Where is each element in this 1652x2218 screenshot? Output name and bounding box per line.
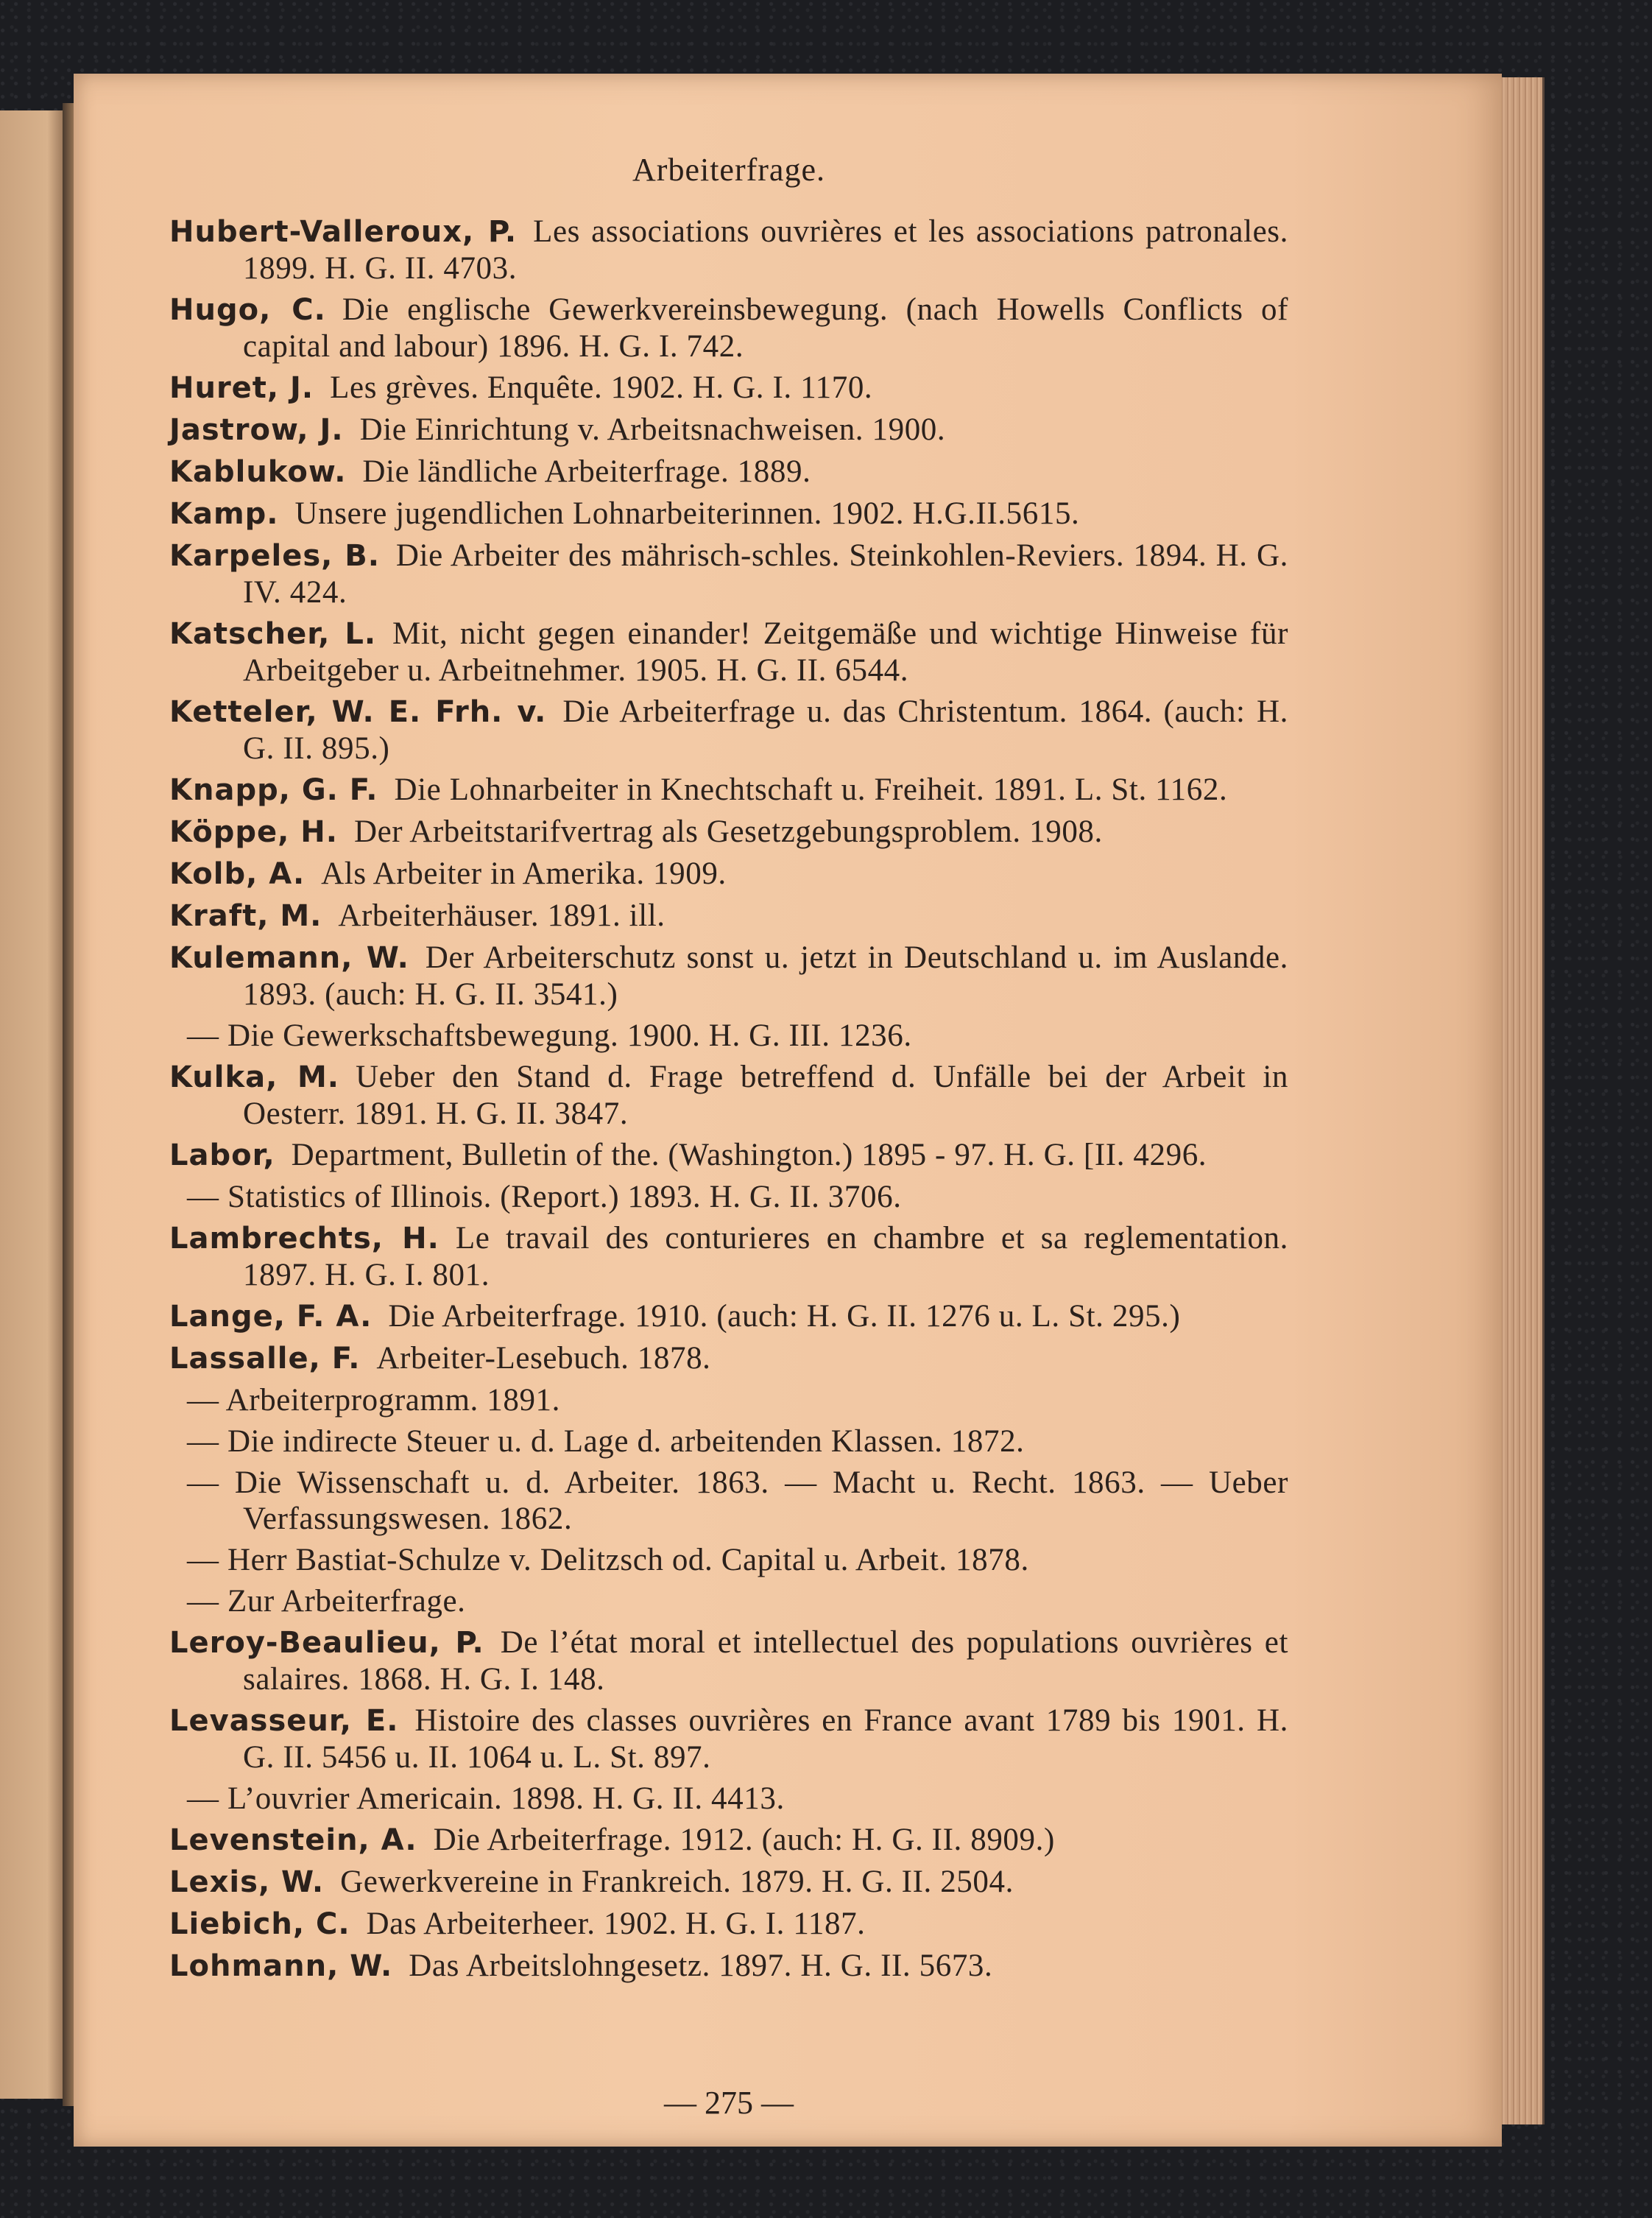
entry-text: Ueber den Stand d. Frage betreffend d. Unfälle bei der Arbeit in Oesterr. 1891. H. G. II. 3847. bbox=[243, 1060, 1288, 1131]
entry-author: Ketteler, W. E. Frh. v. bbox=[169, 695, 547, 729]
bibliography-entry bbox=[169, 898, 1288, 934]
entry-text: Die Arbeiterfrage. 1910. (auch: H. G. II. 1276 u. L. St. 295.) bbox=[388, 1299, 1181, 1334]
entry-text: — Die Wissenschaft u. d. Arbeiter. 1863. — Macht u. Recht. 1863. — Ueber Verfassungswesen. 1862. bbox=[187, 1465, 1288, 1536]
entry-text: Der Arbeiterschutz sonst u. jetzt in Deutschland u. im Auslande. 1893. (auch: H. G. II. 3541.) bbox=[243, 940, 1288, 1012]
entry-text: Les grèves. Enquête. 1902. H. G. I. 1170. bbox=[330, 370, 873, 405]
entry-author: Hugo, C. bbox=[169, 293, 326, 327]
entry-author: Kablukow. bbox=[169, 455, 347, 489]
bibliography-entry bbox=[169, 1059, 1288, 1132]
entry-author: Lambrechts, H. bbox=[169, 1222, 440, 1256]
bibliography-entry bbox=[169, 1220, 1288, 1293]
entry-text: Die Lohnarbeiter in Knechtschaft u. Freiheit. 1891. L. St. 1162. bbox=[394, 772, 1228, 807]
bibliography-entry bbox=[169, 694, 1288, 767]
bibliography-entry bbox=[169, 1781, 1288, 1817]
entry-text: Als Arbeiter in Amerika. 1909. bbox=[321, 856, 727, 891]
entry-author: Kulemann, W. bbox=[169, 941, 409, 975]
entry-author: Jastrow, J. bbox=[169, 413, 344, 447]
entry-text: — Statistics of Illinois. (Report.) 1893. H. G. II. 3706. bbox=[187, 1180, 902, 1214]
facing-page-edge bbox=[0, 110, 68, 2099]
bibliography-entry bbox=[169, 1864, 1288, 1901]
bibliography-entry bbox=[169, 1340, 1288, 1377]
entry-text: Die Arbeiter des mährisch-schles. Steinkohlen-Reviers. 1894. H. G. IV. 424. bbox=[243, 538, 1288, 610]
entry-text: — L’ouvrier Americain. 1898. H. G. II. 4413. bbox=[187, 1781, 785, 1816]
entry-text: De l’état moral et intellectuel des populations ouvrières et salaires. 1868. H. G. I. 148. bbox=[243, 1625, 1289, 1697]
bibliography-entry bbox=[169, 1465, 1288, 1537]
bibliography-entry bbox=[169, 1906, 1288, 1943]
entry-text: Unsere jugendlichen Lohnarbeiterinnen. 1902. H.G.II.5615. bbox=[294, 496, 1080, 531]
entry-author: Levasseur, E. bbox=[169, 1704, 399, 1738]
bibliography-entry bbox=[169, 772, 1288, 809]
entry-author: Kolb, A. bbox=[169, 857, 306, 891]
bibliography-entry bbox=[169, 940, 1288, 1013]
entry-text: Le travail des conturieres en chambre et sa reglementation. 1897. H. G. I. 801. bbox=[243, 1221, 1288, 1292]
entry-author: Knapp, G. F. bbox=[169, 773, 378, 807]
bibliography-entry bbox=[169, 856, 1288, 893]
running-header: Arbeiterfrage. bbox=[632, 152, 825, 188]
entry-text: Mit, nicht gegen einander! Zeitgemäße und wichtige Hinweise für Arbeitgeber u. Arbeitnehmer. 1905. H. G. II. 6544. bbox=[243, 616, 1288, 688]
entry-author: Kulka, M. bbox=[169, 1060, 339, 1094]
entry-text: Die Einrichtung v. Arbeitsnachweisen. 1900. bbox=[359, 412, 946, 447]
entry-text: Das Arbeiterheer. 1902. H. G. I. 1187. bbox=[366, 1907, 866, 1941]
bibliography-entry bbox=[169, 1542, 1288, 1578]
bibliography-entry bbox=[169, 814, 1288, 851]
bibliography-entry bbox=[169, 1624, 1288, 1697]
entry-text: Histoire des classes ouvrières en France avant 1789 bis 1901. H. G. II. 5456 u. II. 1064 u. L. St. 897. bbox=[243, 1703, 1288, 1775]
bibliography-entry bbox=[169, 1137, 1288, 1174]
entry-author: Lassalle, F. bbox=[169, 1342, 361, 1376]
bibliography-entry bbox=[169, 1382, 1288, 1418]
entry-text: — Arbeiterprogramm. 1891. bbox=[187, 1383, 561, 1418]
bibliography-entry bbox=[169, 370, 1288, 406]
entry-author: Liebich, C. bbox=[169, 1907, 350, 1941]
entry-author: Levenstein, A. bbox=[169, 1823, 417, 1857]
entry-author: Kraft, M. bbox=[169, 899, 322, 933]
entry-author: Labor, bbox=[169, 1138, 275, 1172]
entry-text: Les associations ouvrières et les associations patronales. 1899. H. G. II. 4703. bbox=[243, 214, 1288, 286]
bibliography-entry bbox=[169, 292, 1288, 365]
bibliography-list bbox=[169, 214, 1288, 1990]
bibliography-entry bbox=[169, 412, 1288, 448]
entry-text: Die englische Gewerkvereinsbewegung. (nach Howells Conflicts of capital and labour) 1896. H. G. I. 742. bbox=[243, 292, 1288, 364]
entry-text: Gewerkvereine in Frankreich. 1879. H. G. II. 2504. bbox=[340, 1865, 1014, 1899]
entry-author: Katscher, L. bbox=[169, 617, 377, 651]
entry-author: Kamp. bbox=[169, 497, 279, 531]
entry-text: — Die Gewerkschaftsbewegung. 1900. H. G. III. 1236. bbox=[187, 1018, 912, 1053]
bibliography-entry bbox=[169, 616, 1288, 689]
entry-text: Die Arbeiterfrage u. das Christentum. 1864. (auch: H. G. II. 895.) bbox=[243, 694, 1289, 766]
page-number: — 275 — bbox=[664, 2085, 794, 2121]
entry-text: Arbeiter-Lesebuch. 1878. bbox=[376, 1341, 711, 1376]
entry-text: — Zur Arbeiterfrage. bbox=[187, 1584, 466, 1619]
bibliography-entry bbox=[169, 1179, 1288, 1215]
bibliography-entry bbox=[169, 496, 1288, 532]
entry-text: Der Arbeitstarifvertrag als Gesetzgebungsproblem. 1908. bbox=[353, 814, 1103, 849]
entry-text: — Herr Bastiat-Schulze v. Delitzsch od. Capital u. Arbeit. 1878. bbox=[187, 1543, 1029, 1577]
bibliography-entry bbox=[169, 1703, 1288, 1775]
bibliography-entry bbox=[169, 1423, 1288, 1460]
bibliography-entry bbox=[169, 538, 1288, 610]
bibliography-entry bbox=[169, 1822, 1288, 1859]
bibliography-entry bbox=[169, 1948, 1288, 1985]
entry-author: Karpeles, B. bbox=[169, 539, 380, 573]
entry-text: Das Arbeitslohngesetz. 1897. H. G. II. 5673. bbox=[409, 1948, 993, 1983]
bibliography-entry bbox=[169, 1018, 1288, 1054]
entry-text: Die Arbeiterfrage. 1912. (auch: H. G. II. 8909.) bbox=[433, 1823, 1055, 1857]
entry-text: — Die indirecte Steuer u. d. Lage d. arbeitenden Klassen. 1872. bbox=[187, 1424, 1025, 1459]
entry-text: Department, Bulletin of the. (Washington.) 1895 - 97. H. G. [II. 4296. bbox=[291, 1138, 1207, 1172]
entry-author: Lohmann, W. bbox=[169, 1949, 393, 1983]
bibliography-entry bbox=[169, 1298, 1288, 1335]
entry-author: Lange, F. A. bbox=[169, 1300, 373, 1334]
entry-author: Hubert-Valleroux, P. bbox=[169, 215, 518, 249]
bibliography-entry bbox=[169, 454, 1288, 490]
entry-author: Lexis, W. bbox=[169, 1865, 325, 1899]
entry-author: Köppe, H. bbox=[169, 815, 338, 849]
entry-author: Huret, J. bbox=[169, 371, 314, 405]
entry-author: Leroy-Beaulieu, P. bbox=[169, 1626, 484, 1660]
entry-text: Die ländliche Arbeiterfrage. 1889. bbox=[362, 454, 811, 489]
entry-text: Arbeiterhäuser. 1891. ill. bbox=[338, 898, 666, 933]
bibliography-entry bbox=[169, 214, 1288, 286]
bibliography-entry bbox=[169, 1583, 1288, 1619]
